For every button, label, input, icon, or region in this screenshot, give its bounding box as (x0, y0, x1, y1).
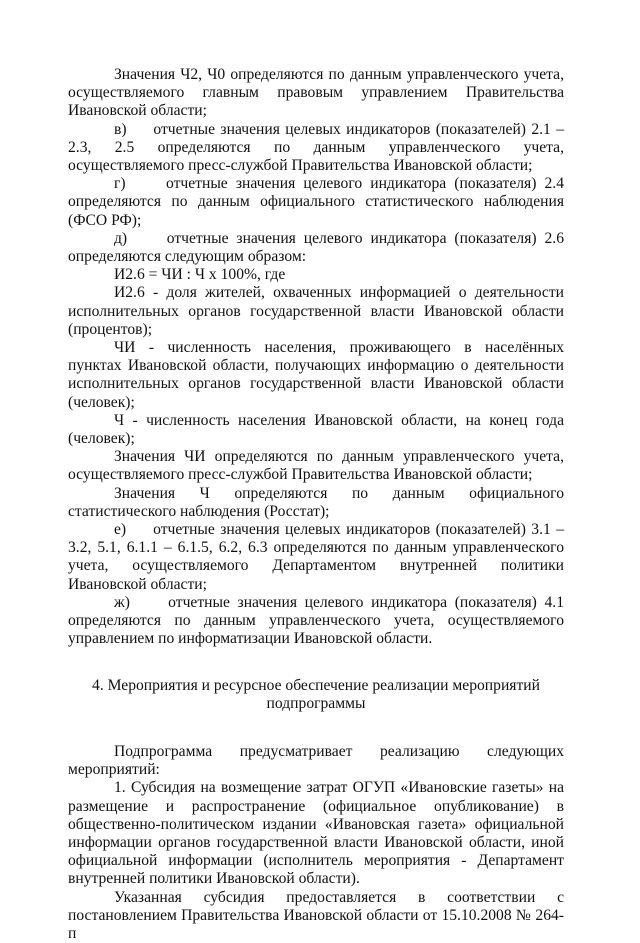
document-body (68, 66, 564, 943)
paragraph-subprogram-intro: Подпрограмма предусматривает реализацию следующих мероприятий: (68, 742, 564, 779)
paragraph-item-e: е) отчетные значения целевых индикаторов (показателей) 3.1 – 3.2, 5.1, 6.1.1 – 6.1.5, 6.2, 6.3 определяются по данным управленческого учета, осуществляемого Департаментом внутренней политики Ивановской области; (68, 521, 564, 593)
paragraph-subsidy-basis: Указанная субсидия предоставляется в соответствии с постановлением Правительства Ивановской области от 15.10.2008 № 264-п (68, 888, 564, 942)
section-gap (68, 713, 564, 743)
paragraph-item-v: в) отчетные значения целевых индикаторов (показателей) 2.1 – 2.3, 2.5 определяются по данным управленческого учета, осуществляемого пресс-службой Правительства Ивановской области; (68, 120, 564, 175)
section-heading-line1: 4. Мероприятия и ресурсное обеспечение реализации мероприятий (92, 676, 540, 694)
paragraph-ch-source: Значения Ч определяются по данным официального статистического наблюдения (Росстат); (68, 484, 564, 520)
formula-i26: И2.6 = ЧИ : Ч х 100%, где (114, 266, 286, 284)
paragraph-i26-definition: И2.6 - доля жителей, охваченных информацией о деятельности исполнительных органов государственной власти Ивановской области (процентов); (68, 284, 564, 338)
paragraph-item-d: д) отчетные значения целевого индикатора (показателя) 2.6 определяются следующим образом: (68, 229, 564, 266)
paragraph-chi-definition: ЧИ - численность населения, проживающего в населённых пунктах Ивановской области, получающих информацию о деятельности исполнительных органов государственной власти Ивановской области (человек); (68, 339, 564, 411)
section-heading-line2: подпрограммы (266, 694, 366, 712)
paragraph-ch2-ch0: Значения Ч2, Ч0 определяются по данным управленческого учета, осуществляемого главным правовым управлением Правительства Ивановской области; (68, 66, 564, 120)
paragraph-chi-source: Значения ЧИ определяются по данным управленческого учета, осуществляемого пресс-службой Правительства Ивановской области; (68, 448, 564, 484)
paragraph-item-zh: ж) отчетные значения целевого индикатора (показателя) 4.1 определяются по данным управленческого учета, осуществляемого управлением по информатизации Ивановской области. (68, 593, 564, 648)
paragraph-ch-definition: Ч - численность населения Ивановской области, на конец года (человек); (68, 411, 564, 448)
section-heading (68, 677, 564, 713)
paragraph-item-g: г) отчетные значения целевого индикатора (показателя) 2.4 определяются по данным официального статистического наблюдения (ФСО РФ); (68, 175, 564, 229)
paragraph-measure-1: 1. Субсидия на возмещение затрат ОГУП «Ивановские газеты» на размещение и распространение (официальное опубликование) в общественно-политическом издании «Ивановская газета» официальной информации органов государственной власти Ивановской области, иной официальной информации (исполнитель мероприятия - Департамент внутренней политики Ивановской области). (68, 779, 564, 888)
